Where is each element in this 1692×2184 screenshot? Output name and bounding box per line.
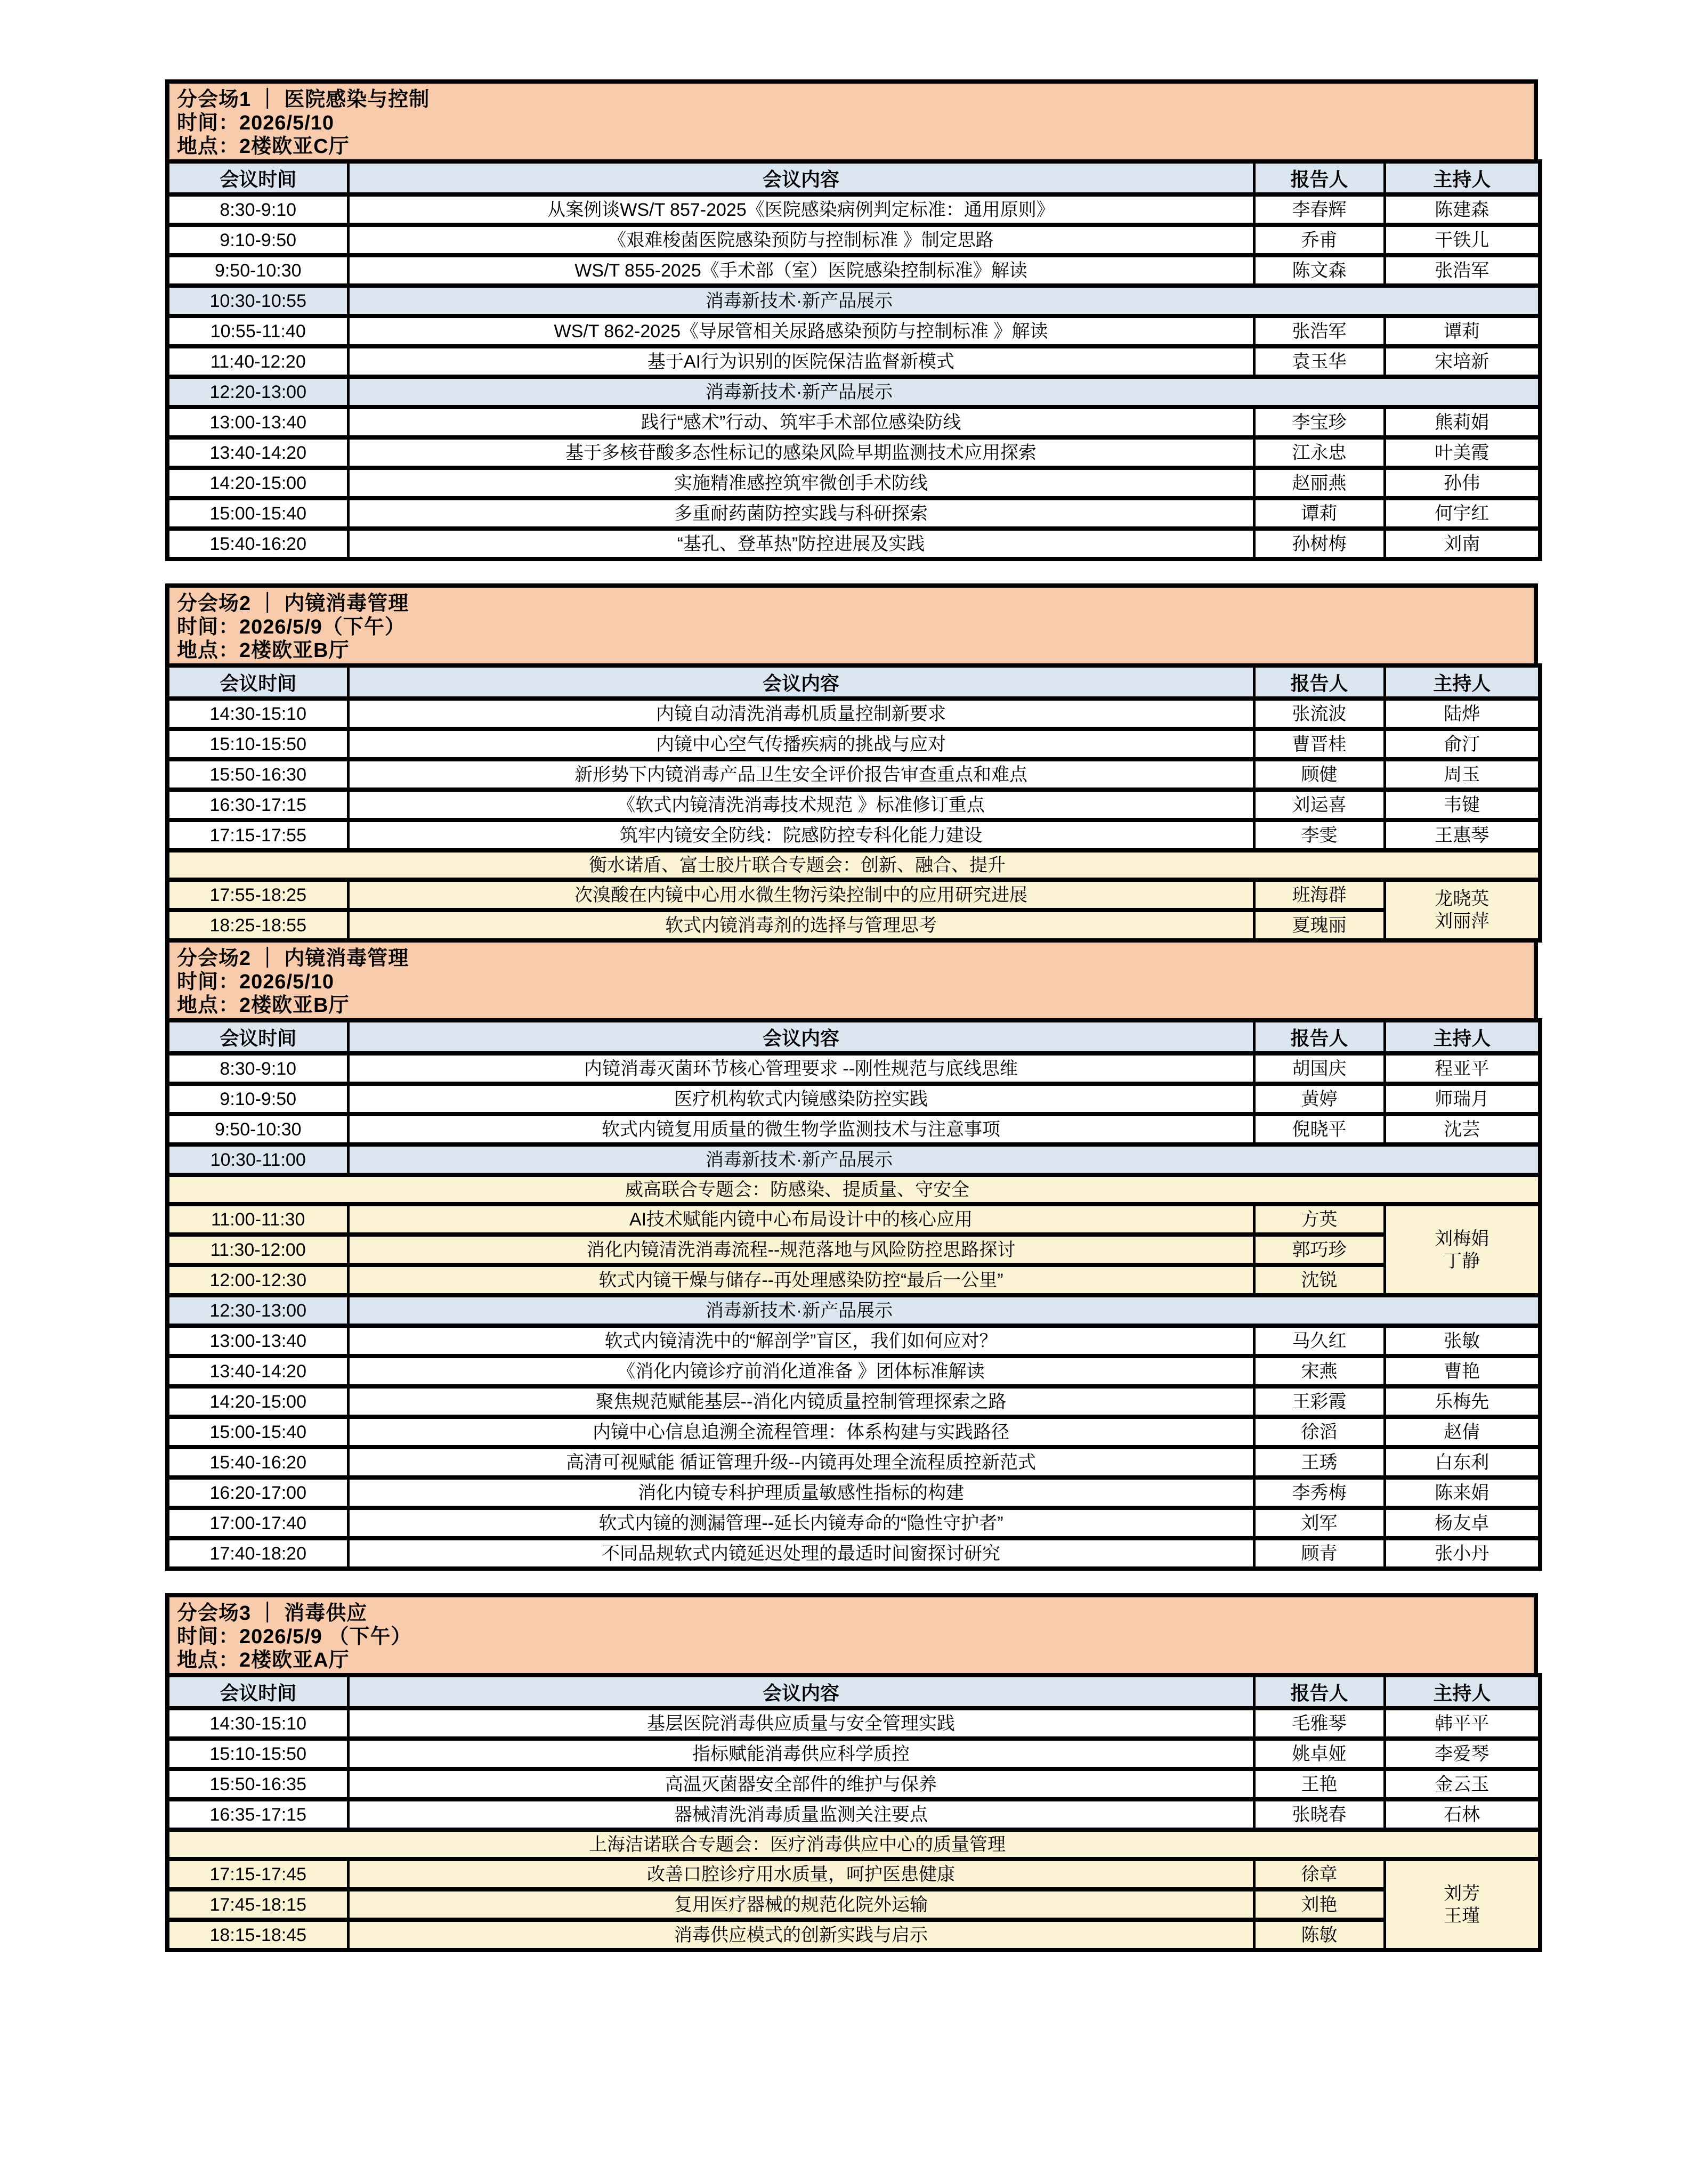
content-cell: 基层医院消毒供应质量与安全管理实践 [348, 1708, 1254, 1739]
content-cell: 《软式内镜清洗消毒技术规范 》标准修订重点 [348, 790, 1254, 820]
sponsor-row [167, 1830, 1540, 1859]
speaker-cell: 宋燕 [1254, 1356, 1385, 1386]
content-cell: 指标赋能消毒供应科学质控 [348, 1739, 1254, 1769]
time-cell: 9:50-10:30 [167, 255, 348, 286]
table-row [167, 1417, 1540, 1447]
table-row [167, 1356, 1540, 1386]
session-section [165, 1593, 1538, 1952]
column-header-host: 主持人 [1385, 161, 1540, 194]
time-cell: 10:30-11:00 [167, 1144, 348, 1175]
content-cell: 高清可视赋能 循证管理升级--内镜再处理全流程质控新范式 [348, 1447, 1254, 1477]
content-cell: 聚焦规范赋能基层--消化内镜质量控制管理探索之路 [348, 1386, 1254, 1417]
session-title: 分会场2 ｜ 内镜消毒管理 [177, 592, 409, 615]
host-cell: 陆烨 [1385, 699, 1540, 729]
host-cell: 王惠琴 [1385, 820, 1540, 850]
host-cell: 曹艳 [1385, 1356, 1540, 1386]
speaker-cell: 陈敏 [1254, 1920, 1385, 1950]
table-head [167, 161, 1540, 194]
host-cell: 谭莉 [1385, 316, 1540, 346]
table-row [167, 407, 1540, 437]
speaker-cell: 方英 [1254, 1204, 1385, 1235]
time-cell: 8:30-9:10 [167, 1053, 348, 1084]
session-time: 时间：2026/5/10 [177, 112, 335, 134]
speaker-cell: 王琇 [1254, 1447, 1385, 1477]
expo-row [167, 286, 1540, 316]
header-row [167, 1020, 1540, 1053]
host-cell: 白东利 [1385, 1447, 1540, 1477]
table-row [167, 1447, 1540, 1477]
schedule-table [165, 1673, 1542, 1952]
expo-row [167, 377, 1540, 407]
time-cell: 14:30-15:10 [167, 1708, 348, 1739]
expo-row-cell [348, 1295, 1540, 1326]
table-row [167, 820, 1540, 850]
table-row [167, 729, 1540, 759]
time-cell: 11:30-12:00 [167, 1235, 348, 1265]
session-section [165, 79, 1538, 561]
speaker-cell: 刘运喜 [1254, 790, 1385, 820]
host-cell: 金云玉 [1385, 1769, 1540, 1799]
session-time: 时间：2026/5/10 [177, 971, 335, 993]
content-cell: 《消化内镜诊疗前消化道准备 》团体标准解读 [348, 1356, 1254, 1386]
session-title: 分会场1 ｜ 医院感染与控制 [177, 88, 430, 111]
host-cell: 石林 [1385, 1799, 1540, 1830]
host-name: 丁静 [1444, 1251, 1480, 1271]
host-name: 龙晓英 [1435, 889, 1489, 909]
host-name: 王瑾 [1444, 1905, 1480, 1926]
expo-row-label: 消毒新技术·新产品展示 [705, 290, 893, 311]
session-title: 分会场3 ｜ 消毒供应 [177, 1602, 368, 1625]
table-row [167, 255, 1540, 286]
speaker-cell: 徐滔 [1254, 1417, 1385, 1447]
session-time: 时间：2026/5/9 （下午） [177, 1626, 412, 1648]
table-row [167, 194, 1540, 225]
host-cell: 李爱琴 [1385, 1739, 1540, 1769]
time-cell: 15:10-15:50 [167, 729, 348, 759]
content-cell: 器械清洗消毒质量监测关注要点 [348, 1799, 1254, 1830]
time-cell: 11:00-11:30 [167, 1204, 348, 1235]
host-cell: 干铁儿 [1385, 225, 1540, 255]
speaker-cell: 谭莉 [1254, 498, 1385, 529]
host-cell: 何宇红 [1385, 498, 1540, 529]
column-header-host: 主持人 [1385, 1020, 1540, 1053]
content-cell: 软式内镜的测漏管理--延长内镜寿命的“隐性守护者” [348, 1508, 1254, 1538]
time-cell: 15:40-16:20 [167, 1447, 348, 1477]
host-cell: 宋培新 [1385, 346, 1540, 377]
session-location: 地点：2楼欧亚A厅 [177, 1649, 350, 1671]
table-row [167, 1265, 1540, 1295]
column-header-speaker: 报告人 [1254, 1675, 1385, 1708]
content-cell: 医疗机构软式内镜感染防控实践 [348, 1084, 1254, 1114]
host-cell: 赵倩 [1385, 1417, 1540, 1447]
header-row [167, 1675, 1540, 1708]
host-cell: 熊莉娟 [1385, 407, 1540, 437]
session-location: 地点：2楼欧亚B厅 [177, 994, 350, 1017]
column-header-time: 会议时间 [167, 161, 348, 194]
speaker-cell: 马久红 [1254, 1326, 1385, 1356]
time-cell: 15:50-16:35 [167, 1769, 348, 1799]
time-cell: 9:10-9:50 [167, 225, 348, 255]
speaker-cell: 黄婷 [1254, 1084, 1385, 1114]
time-cell: 17:15-17:55 [167, 820, 348, 850]
speaker-cell: 沈锐 [1254, 1265, 1385, 1295]
section-header [165, 1593, 1538, 1673]
time-cell: 14:30-15:10 [167, 699, 348, 729]
sponsor-row-label: 上海洁诺联合专题会：医疗消毒供应中心的质量管理 [589, 1834, 1006, 1855]
time-cell: 12:00-12:30 [167, 1265, 348, 1295]
column-header-time: 会议时间 [167, 1020, 348, 1053]
table-row [167, 1859, 1540, 1889]
time-cell: 10:55-11:40 [167, 316, 348, 346]
sponsor-row-cell [167, 1830, 1540, 1859]
content-cell: 践行“感术”行动、筑牢手术部位感染防线 [348, 407, 1254, 437]
speaker-cell: 李秀梅 [1254, 1477, 1385, 1508]
table-row [167, 498, 1540, 529]
table-body [167, 1708, 1540, 1950]
host-cell: 韩平平 [1385, 1708, 1540, 1739]
speaker-cell: 郭巧珍 [1254, 1235, 1385, 1265]
expo-row-label: 消毒新技术·新产品展示 [705, 1149, 893, 1170]
sponsor-row-label: 威高联合专题会：防感染、提质量、守安全 [625, 1179, 969, 1200]
content-cell: 软式内镜消毒剂的选择与管理思考 [348, 910, 1254, 940]
time-cell: 10:30-10:55 [167, 286, 348, 316]
speaker-cell: 江永忠 [1254, 437, 1385, 468]
speaker-cell: 袁玉华 [1254, 346, 1385, 377]
speaker-cell: 张流波 [1254, 699, 1385, 729]
time-cell: 14:20-15:00 [167, 468, 348, 498]
speaker-cell: 张晓春 [1254, 1799, 1385, 1830]
time-cell: 15:00-15:40 [167, 1417, 348, 1447]
time-cell: 16:20-17:00 [167, 1477, 348, 1508]
host-cell: 乐梅先 [1385, 1386, 1540, 1417]
table-row [167, 790, 1540, 820]
time-cell: 16:30-17:15 [167, 790, 348, 820]
time-cell: 8:30-9:10 [167, 194, 348, 225]
time-cell: 17:45-18:15 [167, 1889, 348, 1920]
time-cell: 14:20-15:00 [167, 1386, 348, 1417]
sponsor-row-cell [167, 1175, 1540, 1204]
column-header-speaker: 报告人 [1254, 161, 1385, 194]
table-head [167, 1675, 1540, 1708]
table-head [167, 1020, 1540, 1053]
column-header-time: 会议时间 [167, 1675, 348, 1708]
expo-row-label: 消毒新技术·新产品展示 [705, 1300, 893, 1321]
column-header-speaker: 报告人 [1254, 665, 1385, 699]
sponsor-row [167, 850, 1540, 880]
speaker-cell: 张浩军 [1254, 316, 1385, 346]
table-row [167, 1769, 1540, 1799]
speaker-cell: 顾健 [1254, 759, 1385, 790]
content-cell: 多重耐药菌防控实践与科研探索 [348, 498, 1254, 529]
content-cell: 软式内镜干燥与储存--再处理感染防控“最后一公里” [348, 1265, 1254, 1295]
schedule-table [165, 663, 1542, 943]
host-cell: 叶美霞 [1385, 437, 1540, 468]
time-cell: 17:15-17:45 [167, 1859, 348, 1889]
host-cell: 张小丹 [1385, 1538, 1540, 1569]
speaker-cell: 胡国庆 [1254, 1053, 1385, 1084]
session-title: 分会场2 ｜ 内镜消毒管理 [177, 947, 409, 970]
column-header-host: 主持人 [1385, 1675, 1540, 1708]
column-header-time: 会议时间 [167, 665, 348, 699]
time-cell: 13:40-14:20 [167, 1356, 348, 1386]
table-row [167, 468, 1540, 498]
table-row [167, 1538, 1540, 1569]
table-row [167, 880, 1540, 910]
content-cell: 新形势下内镜消毒产品卫生安全评价报告审查重点和难点 [348, 759, 1254, 790]
table-body [167, 1053, 1540, 1569]
conference-schedule [0, 79, 1692, 1952]
content-cell: 内镜中心空气传播疾病的挑战与应对 [348, 729, 1254, 759]
column-header-speaker: 报告人 [1254, 1020, 1385, 1053]
speaker-cell: 陈文森 [1254, 255, 1385, 286]
host-cell [1385, 880, 1540, 940]
expo-row-cell [348, 377, 1540, 407]
speaker-cell: 李雯 [1254, 820, 1385, 850]
table-row [167, 1084, 1540, 1114]
table-row [167, 910, 1540, 940]
host-cell: 沈芸 [1385, 1114, 1540, 1144]
section-header [165, 79, 1538, 159]
table-row [167, 1204, 1540, 1235]
column-header-content: 会议内容 [348, 1020, 1254, 1053]
time-cell: 15:50-16:30 [167, 759, 348, 790]
column-header-host: 主持人 [1385, 665, 1540, 699]
table-row [167, 1920, 1540, 1950]
table-body [167, 699, 1540, 940]
host-cell: 俞汀 [1385, 729, 1540, 759]
time-cell: 12:20-13:00 [167, 377, 348, 407]
table-row [167, 1708, 1540, 1739]
speaker-cell: 刘军 [1254, 1508, 1385, 1538]
host-cell: 师瑞月 [1385, 1084, 1540, 1114]
column-header-content: 会议内容 [348, 665, 1254, 699]
content-cell: 从案例谈WS/T 857-2025《医院感染病例判定标准：通用原则》 [348, 194, 1254, 225]
expo-row [167, 1144, 1540, 1175]
table-row [167, 1508, 1540, 1538]
time-cell: 17:55-18:25 [167, 880, 348, 910]
time-cell: 15:10-15:50 [167, 1739, 348, 1769]
session-time: 时间：2026/5/9（下午） [177, 616, 406, 638]
session-section [165, 938, 1538, 1571]
sponsor-row-label: 衡水诺盾、富士胶片联合专题会：创新、融合、提升 [589, 855, 1006, 875]
table-row [167, 1386, 1540, 1417]
table-row [167, 759, 1540, 790]
table-head [167, 665, 1540, 699]
table-row [167, 437, 1540, 468]
time-cell: 16:35-17:15 [167, 1799, 348, 1830]
speaker-cell: 李春辉 [1254, 194, 1385, 225]
expo-row-label: 消毒新技术·新产品展示 [705, 381, 893, 402]
expo-row [167, 1295, 1540, 1326]
sponsor-row-cell [167, 850, 1540, 880]
table-row [167, 1235, 1540, 1265]
host-cell: 杨友卓 [1385, 1508, 1540, 1538]
table-row [167, 1799, 1540, 1830]
speaker-cell: 倪晓平 [1254, 1114, 1385, 1144]
host-name: 刘丽萍 [1435, 911, 1489, 931]
table-row [167, 1053, 1540, 1084]
expo-row-cell [348, 1144, 1540, 1175]
speaker-cell: 姚卓娅 [1254, 1739, 1385, 1769]
speaker-cell: 夏瑰丽 [1254, 910, 1385, 940]
session-location: 地点：2楼欧亚C厅 [177, 135, 350, 158]
content-cell: 《艰难梭菌医院感染预防与控制标准 》制定思路 [348, 225, 1254, 255]
content-cell: 次溴酸在内镜中心用水微生物污染控制中的应用研究进展 [348, 880, 1254, 910]
host-cell: 韦键 [1385, 790, 1540, 820]
time-cell: 17:00-17:40 [167, 1508, 348, 1538]
content-cell: 消化内镜清洗消毒流程--规范落地与风险防控思路探讨 [348, 1235, 1254, 1265]
content-cell: 软式内镜复用质量的微生物学监测技术与注意事项 [348, 1114, 1254, 1144]
content-cell: 消毒供应模式的创新实践与启示 [348, 1920, 1254, 1950]
speaker-cell: 班海群 [1254, 880, 1385, 910]
time-cell: 13:40-14:20 [167, 437, 348, 468]
time-cell: 9:10-9:50 [167, 1084, 348, 1114]
table-row [167, 316, 1540, 346]
host-cell: 陈来娟 [1385, 1477, 1540, 1508]
time-cell: 13:00-13:40 [167, 1326, 348, 1356]
session-section [165, 583, 1538, 943]
time-cell: 13:00-13:40 [167, 407, 348, 437]
table-row [167, 529, 1540, 559]
schedule-table [165, 159, 1542, 561]
content-cell: 内镜自动清洗消毒机质量控制新要求 [348, 699, 1254, 729]
section-header [165, 583, 1538, 663]
time-cell: 15:00-15:40 [167, 498, 348, 529]
session-location: 地点：2楼欧亚B厅 [177, 639, 350, 662]
content-cell: 高温灭菌器安全部件的维护与保养 [348, 1769, 1254, 1799]
table-row [167, 1114, 1540, 1144]
time-cell: 9:50-10:30 [167, 1114, 348, 1144]
content-cell: 内镜中心信息追溯全流程管理：体系构建与实践路径 [348, 1417, 1254, 1447]
table-row [167, 346, 1540, 377]
schedule-table [165, 1018, 1542, 1571]
content-cell: 筑牢内镜安全防线：院感防控专科化能力建设 [348, 820, 1254, 850]
host-cell [1385, 1204, 1540, 1295]
content-cell: “基孔、登革热”防控进展及实践 [348, 529, 1254, 559]
content-cell: AI技术赋能内镜中心布局设计中的核心应用 [348, 1204, 1254, 1235]
table-row [167, 1739, 1540, 1769]
table-row [167, 225, 1540, 255]
time-cell: 17:40-18:20 [167, 1538, 348, 1569]
time-cell: 15:40-16:20 [167, 529, 348, 559]
table-row [167, 699, 1540, 729]
column-header-content: 会议内容 [348, 161, 1254, 194]
speaker-cell: 顾青 [1254, 1538, 1385, 1569]
time-cell: 18:15-18:45 [167, 1920, 348, 1950]
speaker-cell: 赵丽燕 [1254, 468, 1385, 498]
content-cell: 复用医疗器械的规范化院外运输 [348, 1889, 1254, 1920]
time-cell: 18:25-18:55 [167, 910, 348, 940]
content-cell: 不同品规软式内镜延迟处理的最适时间窗探讨研究 [348, 1538, 1254, 1569]
table-row [167, 1326, 1540, 1356]
table-body [167, 194, 1540, 559]
content-cell: 实施精准感控筑牢微创手术防线 [348, 468, 1254, 498]
speaker-cell: 王彩霞 [1254, 1386, 1385, 1417]
content-cell: 基于AI行为识别的医院保洁监督新模式 [348, 346, 1254, 377]
host-cell [1385, 1859, 1540, 1950]
host-cell: 张敏 [1385, 1326, 1540, 1356]
host-cell: 孙伟 [1385, 468, 1540, 498]
host-cell: 刘南 [1385, 529, 1540, 559]
host-name: 刘芳 [1444, 1883, 1480, 1904]
speaker-cell: 毛雅琴 [1254, 1708, 1385, 1739]
table-row [167, 1477, 1540, 1508]
content-cell: WS/T 855-2025《手术部（室）医院感染控制标准》解读 [348, 255, 1254, 286]
time-cell: 12:30-13:00 [167, 1295, 348, 1326]
speaker-cell: 曹晋桂 [1254, 729, 1385, 759]
content-cell: 软式内镜清洗中的“解剖学”盲区，我们如何应对？ [348, 1326, 1254, 1356]
column-header-content: 会议内容 [348, 1675, 1254, 1708]
header-row [167, 665, 1540, 699]
header-row [167, 161, 1540, 194]
host-cell: 周玉 [1385, 759, 1540, 790]
host-name: 刘梅娟 [1435, 1228, 1489, 1249]
speaker-cell: 孙树梅 [1254, 529, 1385, 559]
content-cell: 消化内镜专科护理质量敏感性指标的构建 [348, 1477, 1254, 1508]
sponsor-row [167, 1175, 1540, 1204]
speaker-cell: 李宝珍 [1254, 407, 1385, 437]
host-cell: 陈建森 [1385, 194, 1540, 225]
speaker-cell: 乔甫 [1254, 225, 1385, 255]
table-row [167, 1889, 1540, 1920]
expo-row-cell [348, 286, 1540, 316]
section-header [165, 938, 1538, 1018]
speaker-cell: 王艳 [1254, 1769, 1385, 1799]
speaker-cell: 刘艳 [1254, 1889, 1385, 1920]
time-cell: 11:40-12:20 [167, 346, 348, 377]
content-cell: 基于多核苷酸多态性标记的感染风险早期监测技术应用探索 [348, 437, 1254, 468]
content-cell: WS/T 862-2025《导尿管相关尿路感染预防与控制标准 》解读 [348, 316, 1254, 346]
content-cell: 改善口腔诊疗用水质量，呵护医患健康 [348, 1859, 1254, 1889]
host-cell: 张浩军 [1385, 255, 1540, 286]
host-cell: 程亚平 [1385, 1053, 1540, 1084]
speaker-cell: 徐章 [1254, 1859, 1385, 1889]
content-cell: 内镜消毒灭菌环节核心管理要求 --刚性规范与底线思维 [348, 1053, 1254, 1084]
